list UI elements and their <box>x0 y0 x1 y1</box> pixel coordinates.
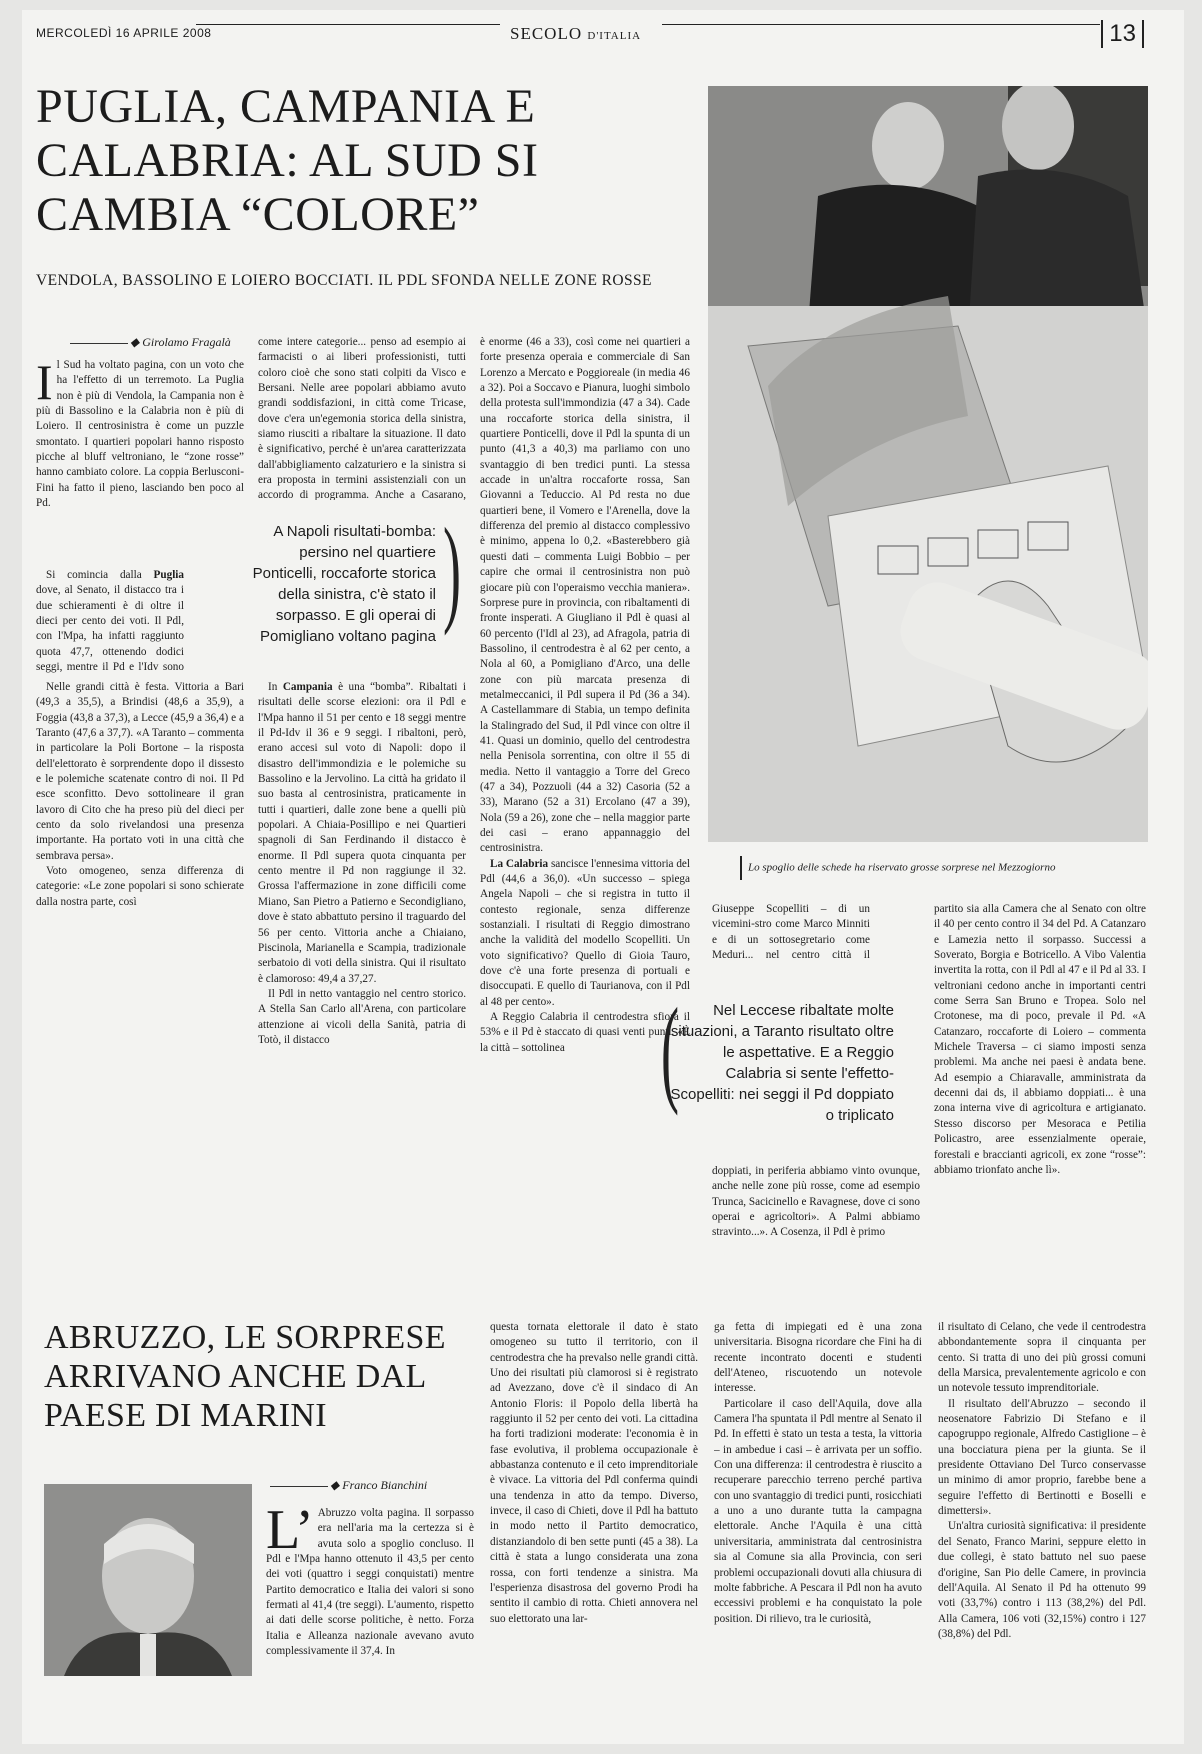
masthead-rule-left <box>196 24 500 25</box>
article-2-column-1: L’ Abruzzo volta pagina. Il sorpasso era nell'aria ma la certezza si è avuta solo a spoglio concluso. Il Pdl e l'Mpa hanno ottenuto il 43,5 per cento dei voti (quattro i seggi conquistati) mentre Partito democratico e Italia dei valori si sono fermati al 41,4 (tre seggi). L'aumento, rispetto ai dati delle scorse politiche, è netto. Forza Italia e Alleanza nazionale avevano avuto complessivamente il 37,4. In <box>266 1506 474 1658</box>
article-column-3: è enorme (46 a 33), così come nei quartieri a forte presenza operaia e commerciale di San Lorenzo a Mercato e Poggioreale (in media 46 a 32). Poi a Soccavo e Pianura, luoghi simbolo della protesta sull'immondizia (47 a 34). Cade una roccaforte storica della sinistra, il quartiere Ponticelli, dove il Pdl la spunta di un punto (41,3 a 40,3) ma parliamo con uno svantaggio di ben tredici punti. La stessa accade in un'altra roccaforte rossa, San Giovanni a Teduccio. Al Pd resta no due quartieri bene, il Vomero e l'Arenella, dove la differenza del premio al distacco complessivo è minimo, appena lo 0,2. «Basterebbero già questi dati – commenta Luigi Bobbio – per capire che ormai il centrosinistra non può giocare più con l'operaismo vecchia maniera». Sorprese pure in provincia, con ribaltamenti di fronte insperati. A Giugliano il Pdl è quasi al 60 percento (l'Idl al 23), ad Afragola, patria di Bassolino, il centrodestra è al 62 per cento, a Nola al 60, a Pomigliano d'Arco, una delle zone con più marcata presenza di metalmeccanici, il Pdl supera il Pd (36 a 34). A Castellammare di Stabia, un tempo definita la Stalingrado del Sud, il Pdl vince con oltre il 41. Quasi un dominio, quello del centrodestra nella Penisola sorrentina, con oltre il 55 di media. Netto il vantaggio a Torre del Greco (47 a 34), Pozzuoli (44 a 32) Casoria (52 a 33), Marano (52 a 31) Ercolano (47 a 39), Nola (59 a 26), zone che – nella maggior parte dei casi – erano appannaggio del centrosinistra. La Calabria sancisce l'ennesima vittoria del Pdl (44,6 a 36,0). «Un successo – spiega Angela Napoli – che si registra in tutto il contesto regionale, senza differenze sostanziali. I risultati di Reggio dimostrano anche la validità del modello Scopelliti. Un voto significativo? Quello di Gioia Tauro, dove c'è una forte presenza di portuali e disoccupati. E quello di Taurianova, con il Pdl al 48 per cento». A Reggio Calabria il centrodestra sfiora il 53% e il Pd è staccato di quasi venti punti. «È la città – sottolinea <box>480 336 690 1054</box>
pull-quote-brace: ) <box>442 503 461 636</box>
pull-quote-2-brace: ( <box>660 983 679 1116</box>
article-2-byline: ◆ Franco Bianchini <box>270 1478 427 1493</box>
photo-caption: Lo spoglio delle schede ha riservato grosse sorprese nel Mezzogiorno <box>740 856 1160 880</box>
drop-cap-2: L’ <box>266 1506 314 1561</box>
masthead-rule-right <box>662 24 1100 25</box>
newspaper-name: SECOLO D'ITALIA <box>510 24 642 43</box>
article-column-1-narrow: Si comincia dalla Puglia dove, al Senato, il distacco tra i due schieramenti è di oltre il dieci per cento dei voti. Il Pdl, con l'Mpa, ha infatti raggiunto quota 47,7, ottenendo dodici seggi, mentre il Pd e l'Idv sono <box>36 569 184 674</box>
article-column-2: come intere categorie... penso ad esempio ai farmacisti o ai liberi professionisti, tutti coloro cioè che sono stati colpiti da Visco e Bersani. Nelle aree popolari abbiamo avuto grandi soddisfazioni, in città come Tricase, dove c'era un'egemonia storica della sinistra, siamo riusciti a ribaltare la situazione. Il dato è significativo, perché è un'area caratterizzata dall'abbigliamento calzaturiero e la sinistra si era proposta in termini assistenziali con un accordo di programma. Anche a Casarano, <box>258 336 466 500</box>
article-column-1: Il Sud ha voltato pagina, con un voto che ha l'effetto di un terremoto. La Puglia non è più di Vendola, la Campania non è più di Bassolino e la Calabria non è più di Loiero. Il centrosinistra è come un puzzle smontato. I quartieri popolari hanno risposto picche al bluff veltroniano, le “zone rosse” hanno cambiato colore. La coppia Berlusconi-Fini ha fatto il pieno, lasciando ben poco al Pd. <box>36 358 244 510</box>
issue-date: MERCOLEDÌ 16 APRILE 2008 <box>36 26 212 40</box>
article-2-column-3: ga fetta di impiegati ed è una zona universitaria. Bisogna ricordare che Fini ha di recente incontrato docenti e studenti dell'Ateneo, riscuotendo un notevole interesse. Particolare il caso dell'Aquila, dove alla Camera l'ha spuntata il Pdl mentre al Senato il Pd. In effetti è stato un testa a testa, la vittoria – in ambedue i casi – è arrivata per un soffio. Con una differenza: il centrodestra è riuscito a recuperare parecchio terreno perché partiva con uno svantaggio di tredici punti, rosicchiati a uno a uno durante tutta la campagna elettorale. Anche l'Aquila è una città universitaria, amministrata dal centrosinistra sia al Comune sia alla Provincia, con seri problemi occupazionali dovuti alla chiusura di molte fabbriche. A Pescara il Pdl non ha avuto eccessivi problemi e ha conquistato la pole position. Di rilievo, tra le curiosità, <box>714 1321 922 1625</box>
article-2-column-2: questa tornata elettorale il dato è stato omogeneo su tutto il territorio, con il centrodestra che ha prevalso nelle grandi città. Uno dei risultati più clamorosi si è registrato ad Avezzano, dove c'è il sindaco di An Antonio Floris: il Popolo della libertà ha raggiunto il 52 per cento dei voti. La cittadina ha forti tradizioni moderate: l'economia è in fase evolutiva, il problema occupazionale è abbastanza contenuto e il ceto imprenditoriale è vivace. La vittoria del Pdl conferma quindi una tendenza in atto da tempo. Diverso, invece, il caso di Chieti, dove il Pdl ha battuto in modo netto il Partito democratico, distanziandolo di ben sette punti (45 a 38). La città è stata a lungo considerata una zona rossa, con forti tendenze a sinistra. Ma l'esperienza disastrosa del governo Prodi ha sentito il cambio di rotta. Chieti annovera nel suo elettorato una lar- <box>490 1321 698 1625</box>
article-headline: PUGLIA, CAMPANIA E CALABRIA: AL SUD SI CAMBIA “COLORE” <box>36 80 539 241</box>
article-column-5: partito sia alla Camera che al Senato con oltre il 40 per cento contro il 34 del Pd. A Catanzaro e Lamezia netto il sorpasso. Successi a Soverato, Borgia e Botricello. A Vibo Valentia invertita la rotta, con il Pdl al 47 e il Pd al 33. I veltroniani cedono anche in importanti centri come Serra San Bruno e Tropea. Solo nel Crotonese, ma di poco, prevale il Pd. «A Catanzaro, roccaforte di Loiero – commenta Michele Traversa – ci siamo imposti senza problemi. Ma anche nei paesi è andata bene. Ad esempio a Chiaravalle, amministrata da decenni dai ds, il abbiamo doppiati... è una zona interna vive di agricoltura e artigianato. Stesso discorso per Mesoraca e Petilia Policastro, aree essenzialmente operaie, forestali e braccianti agricoli, ex zone “rosse”: abbiamo trionfato anche lì». <box>934 903 1146 1176</box>
page-number: 13 <box>1101 20 1144 48</box>
article-2-column-4: il risultato di Celano, che vede il centrodestra abbondantemente sopra il cinquanta per cento. Si tratta di uno dei più grossi comuni della Marsica, prevalentemente agricolo e con un notevole tessuto imprenditoriale. Il risultato dell'Abruzzo – secondo il neosenatore Fabrizio Di Stefano e il capogruppo regionale, Alfredo Castiglione – è una bocciatura piena per la giunta. Se il presidente Ottaviano Del Turco conservasse un minimo di amor proprio, farebbe bene a seguire l'effetto di Bertinotti e Boselli e dimettersi». Un'altra curiosità significativa: il presidente del Senato, Franco Marini, seppure eletto in due collegi, è stato battuto nel suo paese d'origine, San Pio delle Camere, in provincia dell'Aquila. Al Senato il Pd ha ottenuto 99 voti (33,7%) contro i 113 (38,2%) del Pdl. Alla Camera, 106 voti (32,15%) contro i 127 (38,8%) del Pdl. <box>938 1321 1146 1640</box>
pull-quote-2: Nel Leccese ribaltate molte situazioni, a Taranto risultato oltre le aspettative. E a Reggio Calabria si sente l'effetto-Scopelliti: nei seggi il Pd doppiato o triplicato <box>670 1002 894 1124</box>
article-column-2-lower: In Campania è una “bomba”. Ribaltati i risultati delle scorse elezioni: ora il Pdl e l'Mpa hanno il 51 per cento e 18 seggi mentre il Pd-Idv il 36 e 9 seggi. I ribaltoni, però, erano accesi sul voto di Napoli: dopo il disastro dell'immondizia e le polemiche su Bassolino e la Jervolino. La città ha gridato il suo basta al centrosinistra, praticamente in tutti i quartieri, dalle zone bene a quelli più popolari. A Chiaia-Posillipo e nei Quartieri spagnoli di San Ferdinando il distacco è enorme. Il Pdl supera quota cinquanta per cento mentre il Pd non raggiunge il 32. Grossa l'affermazione in zone difficili come Miano, San Pietro a Patierno e Secondigliano, dove è stato abbattuto persino il traguardo del 56 per cento. Vittoria anche a Chiaiano, Piscinola, Marianella e Scampia, tradizionale serbatoio di voti della sinistra. Qui il risultato è clamoroso: 49,4 a 37,27. Il Pdl in netto vantaggio nel centro storico. A Stella San Carlo all'Arena, con particolare attenzione ai vicoli della Sanità, patria di Totò, il distacco <box>258 681 466 1046</box>
masthead <box>36 22 1144 48</box>
drop-cap: I <box>36 358 53 410</box>
article-subhead: VENDOLA, BASSOLINO E LOIERO BOCCIATI. IL PDL SFONDA NELLE ZONE ROSSE <box>36 272 652 289</box>
pull-quote: A Napoli risultati-bomba: persino nel quartiere Ponticelli, roccaforte storica della sinistra, c'è stato il sorpasso. E gli operai di Pomigliano voltano pagina <box>252 523 436 645</box>
portrait-photo <box>44 1484 252 1676</box>
byline: ◆ Girolamo Fragalà <box>70 335 231 350</box>
article-column-4-top: Giuseppe Scopelliti – di un vicemini-stro come Marco Minniti e di un sottosegretario come Meduri... nel centro città il <box>712 903 870 962</box>
ballot-counting-photo <box>708 86 1148 842</box>
article-2-headline: ABRUZZO, LE SORPRESE ARRIVANO ANCHE DAL PAESE DI MARINI <box>44 1319 446 1434</box>
article-column-1-lower: Nelle grandi città è festa. Vittoria a Bari (49,3 a 35,5), a Brindisi (48,6 a 35,9), a Foggia (43,8 a 37,3), a Lecce (45,9 a 36,4) e a Taranto (47,6 a 37,7). «A Taranto – commenta in particolare la Poli Bortone – la risposta dell'elettorato è sorprendente dopo il dissesto e le polemiche scatenate contro di noi. Il Pd esce sconfitto. Devo sottolineare il gran lavoro di Cito che ha preso più del dieci per cento da solo rivelandosi una presenza importante. Ha portato voti in una città che sembrava persa». Voto omogeneo, senza differenza di categorie: «Le zone popolari si sono schierate dalla nostra parte, così <box>36 681 244 908</box>
article-column-4-lower: doppiati, in periferia abbiamo vinto ovunque, anche nelle zone più rosse, come ad esempio Trunca, Sacicinello e Ravagnese, dove ci sono operai e agricoltori». A Palmi abbiamo stravinto...». A Cosenza, il Pdl è primo <box>712 1165 920 1239</box>
